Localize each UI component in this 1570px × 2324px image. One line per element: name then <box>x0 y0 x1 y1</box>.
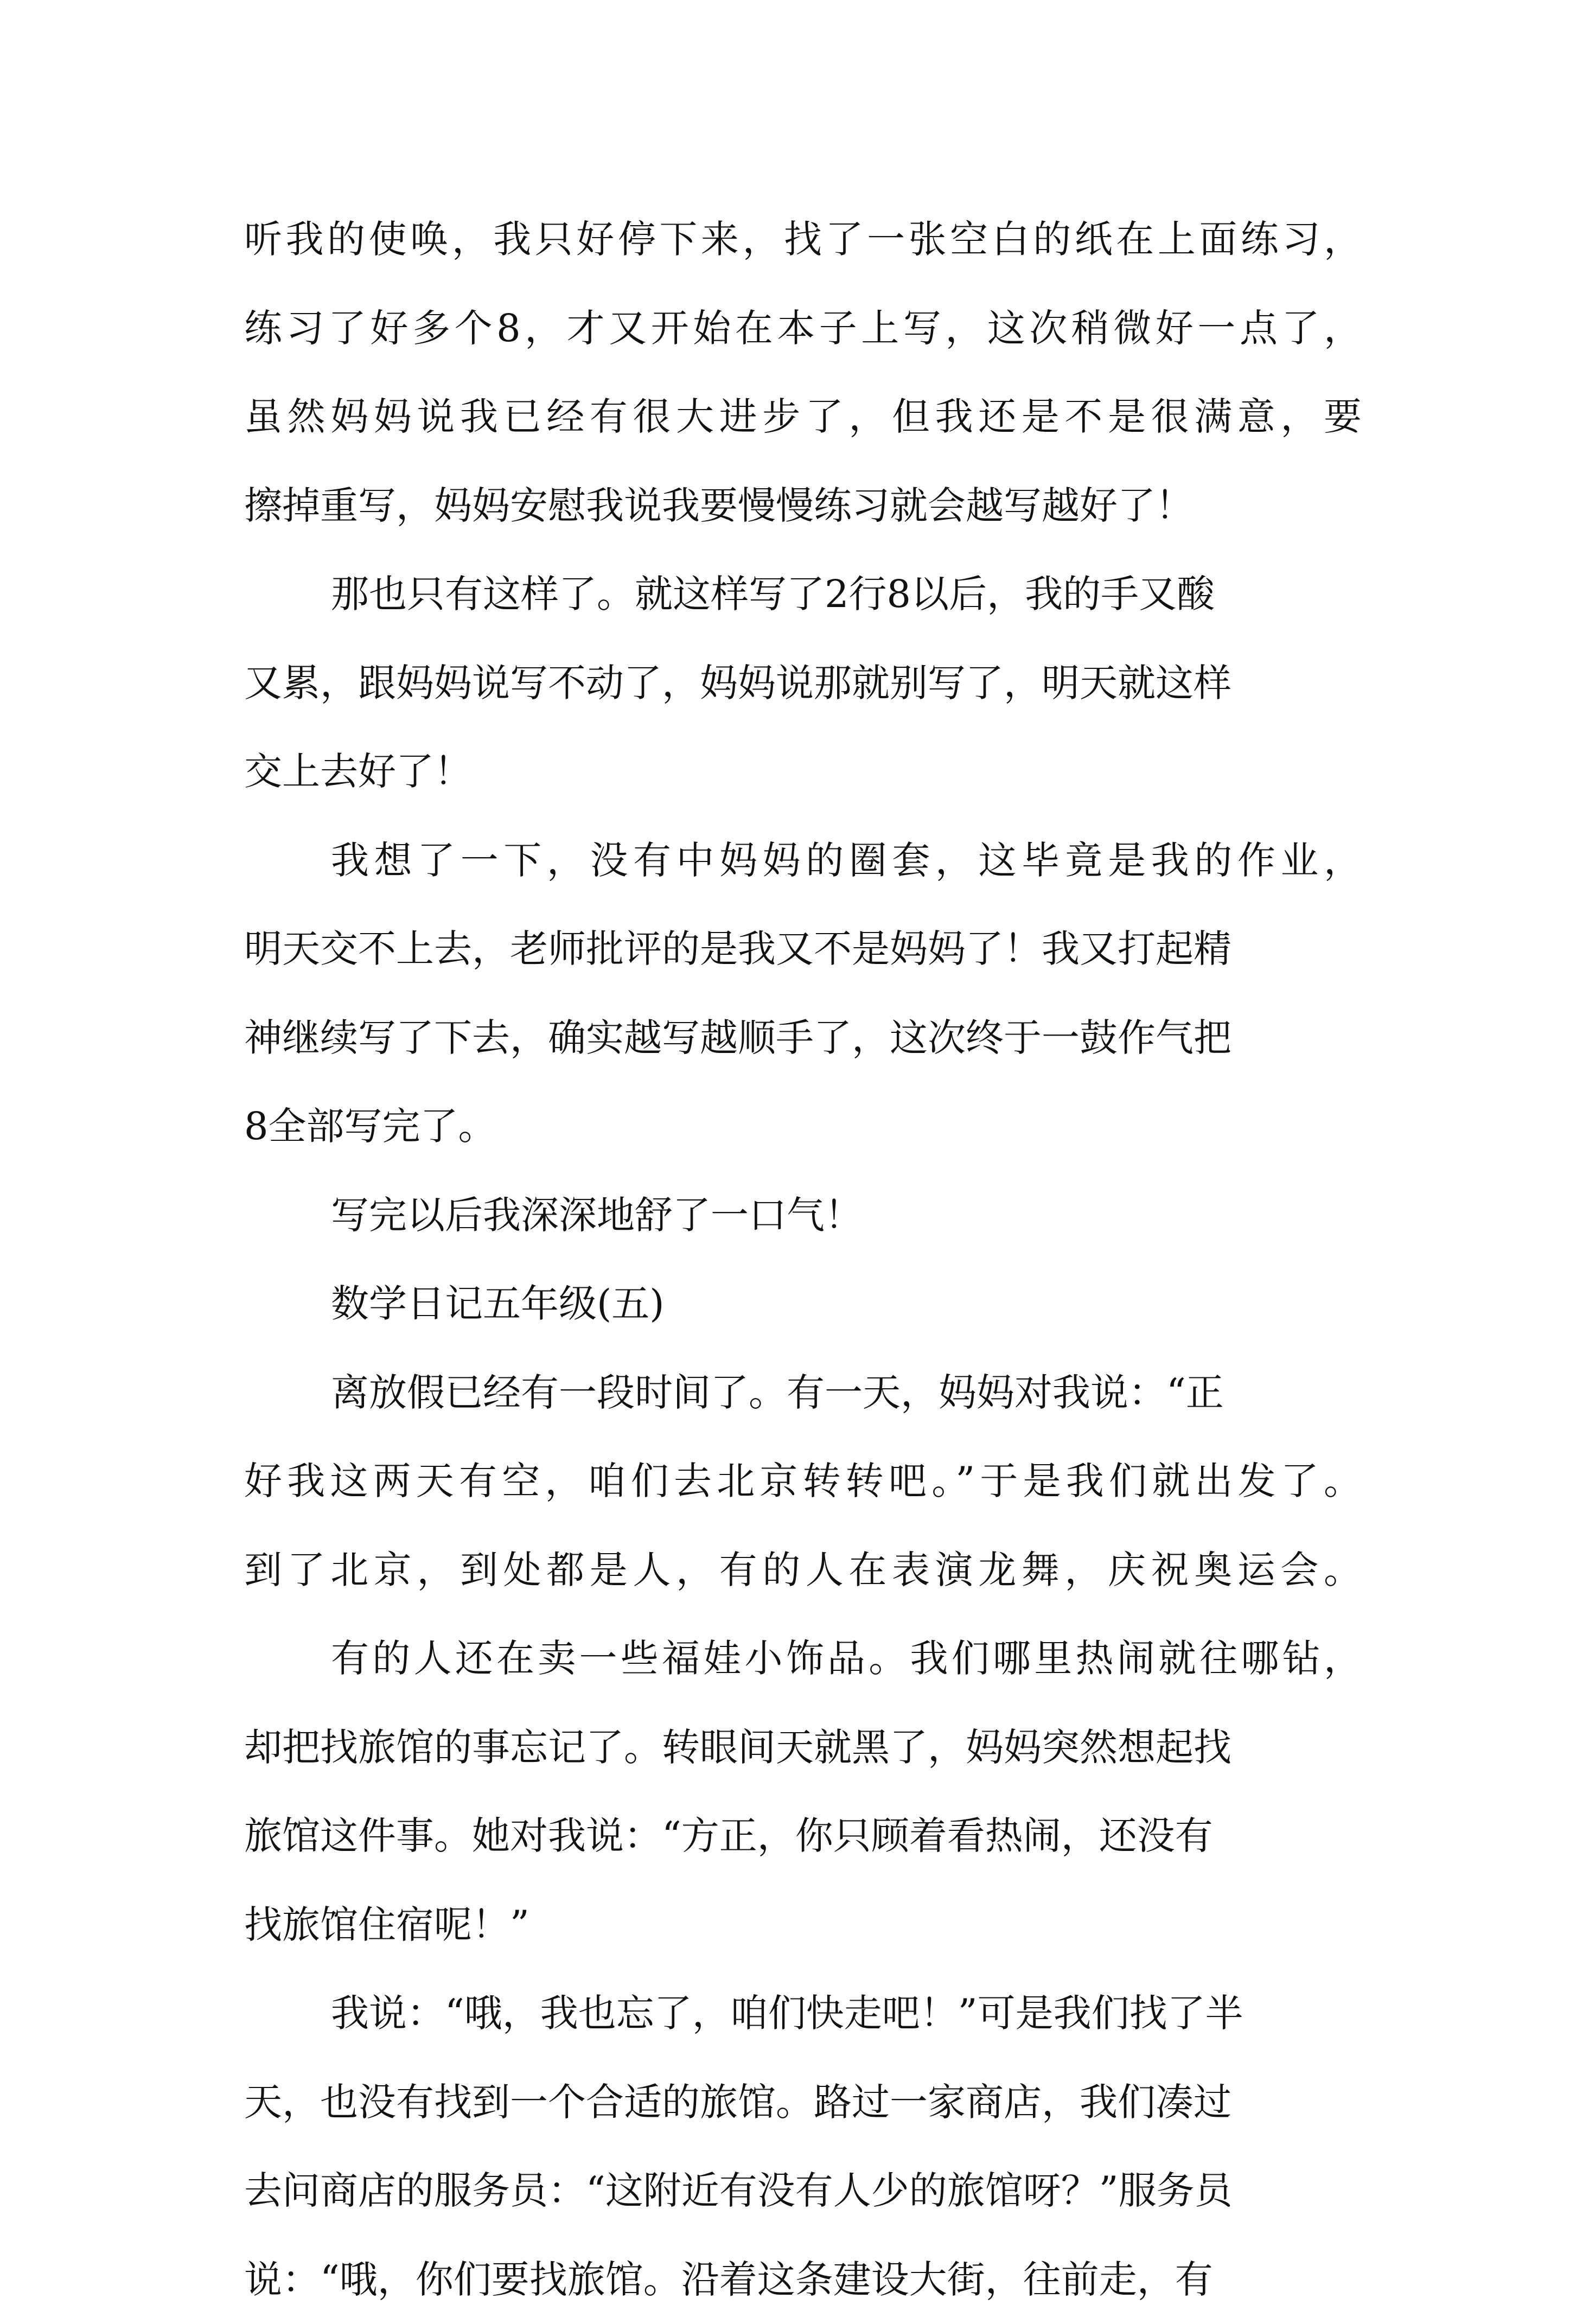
text-line: 明天交不上去，老师批评的是我又不是妈妈了！我又打起精 <box>244 905 1362 994</box>
paragraph-start-line: 我说：“哦，我也忘了，咱们快走吧！”可是我们找了半 <box>244 1969 1362 2058</box>
text-line: 练习了好多个8，才又开始在本子上写，这次稍微好一点了， <box>244 284 1362 373</box>
paragraph-start-line: 写完以后我深深地舒了一口气！ <box>244 1171 1362 1260</box>
text-line: 好我这两天有空，咱们去北京转转吧。”于是我们就出发了。 <box>244 1437 1362 1526</box>
text-line: 交上去好了！ <box>244 727 1362 816</box>
text-line: 旅馆这件事。她对我说：“方正，你只顾着看热闹，还没有 <box>244 1792 1362 1881</box>
text-line: 到了北京，到处都是人，有的人在表演龙舞，庆祝奥运会。 <box>244 1526 1362 1615</box>
text-line: 去问商店的服务员：“这附近有没有人少的旅馆呀？”服务员 <box>244 2147 1362 2236</box>
text-line: 擦掉重写，妈妈安慰我说我要慢慢练习就会越写越好了！ <box>244 462 1362 551</box>
text-line: 却把找旅馆的事忘记了。转眼间天就黑了，妈妈突然想起找 <box>244 1703 1362 1792</box>
document-body <box>244 195 1362 2324</box>
paragraph-start-line: 那也只有这样了。就这样写了2行8以后，我的手又酸 <box>244 550 1362 639</box>
text-line: 神继续写了下去，确实越写越顺手了，这次终于一鼓作气把 <box>244 994 1362 1083</box>
text-line: 8全部写完了。 <box>244 1082 1362 1171</box>
section-heading: 数学日记五年级(五) <box>244 1260 1362 1349</box>
paragraph-start-line: 离放假已经有一段时间了。有一天，妈妈对我说：“正 <box>244 1349 1362 1438</box>
paragraph-start-line: 有的人还在卖一些福娃小饰品。我们哪里热闹就往哪钻， <box>244 1614 1362 1703</box>
text-line: 虽然妈妈说我已经有很大进步了，但我还是不是很满意，要 <box>244 373 1362 462</box>
text-line: 说：“哦，你们要找旅馆。沿着这条建设大街，往前走，有 <box>244 2236 1362 2324</box>
text-line: 找旅馆住宿呢！” <box>244 1881 1362 1970</box>
text-line: 听我的使唤，我只好停下来，找了一张空白的纸在上面练习， <box>244 195 1362 284</box>
paragraph-start-line: 我想了一下，没有中妈妈的圈套，这毕竟是我的作业， <box>244 816 1362 905</box>
text-line: 又累，跟妈妈说写不动了，妈妈说那就别写了，明天就这样 <box>244 639 1362 728</box>
text-line: 天，也没有找到一个合适的旅馆。路过一家商店，我们凑过 <box>244 2058 1362 2147</box>
